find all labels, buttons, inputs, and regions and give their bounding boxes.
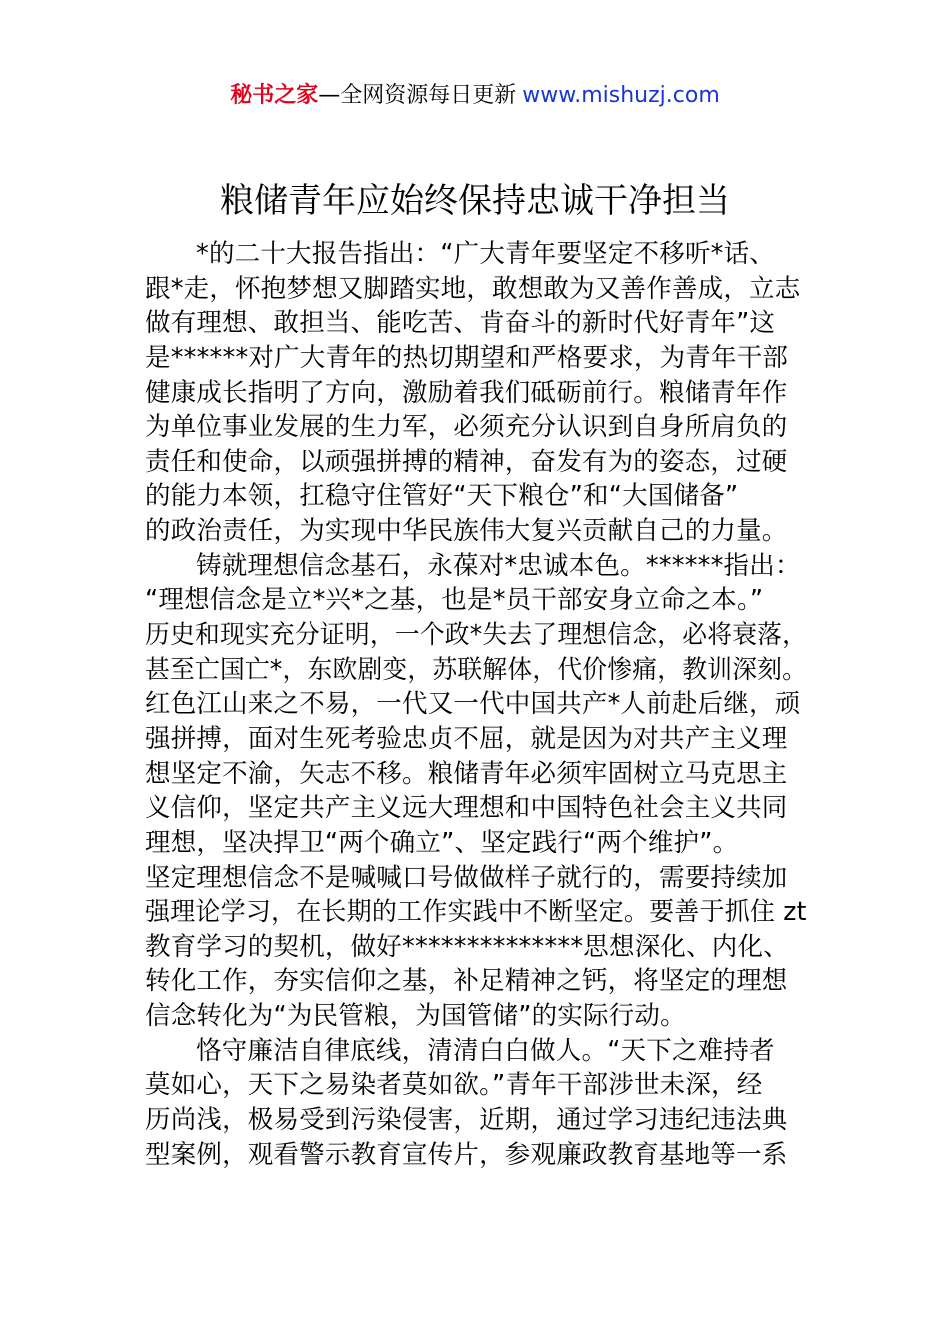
site-header <box>0 80 950 112</box>
body-line: 红色江山来之不易，一代又一代中国共产*人前赴后继，顽 <box>145 689 801 720</box>
body-line: 历史和现实充分证明，一个政*失去了理想信念，必将衰落， <box>145 620 808 651</box>
body-line: 是******对广大青年的热切期望和严格要求，为青年干部 <box>145 342 789 373</box>
body-line: 的政治责任，为实现中华民族伟大复兴贡献自己的力量。 <box>145 516 788 547</box>
body-line: 为单位事业发展的生力军，必须充分认识到自身所肩负的 <box>145 412 788 443</box>
body-line: 跟*走，怀抱梦想又脚踏实地，敢想敢为又善作善成，立志 <box>145 273 801 304</box>
body-line: “理想信念是立*兴*之基，也是*员干部安身立命之本。” <box>145 585 764 616</box>
body-line: 信念转化为“为民管粮，为国管储”的实际行动。 <box>145 1001 686 1032</box>
body-line: 强拼搏，面对生死考验忠贞不屈，就是因为对共产主义理 <box>145 723 788 754</box>
body-line: 理想，坚决捍卫“两个确立”、坚定践行“两个维护”。 <box>145 827 739 858</box>
body-line: 健康成长指明了方向，激励着我们砥砺前行。粮储青年作 <box>145 377 788 408</box>
body-line: 责任和使命，以顽强拼搏的精神，奋发有为的姿态，过硬 <box>145 446 788 477</box>
document-body <box>145 237 807 1172</box>
body-line: *的二十大报告指出：“广大青年要坚定不移听*话、 <box>196 239 776 269</box>
document-title: 粮储青年应始终保持忠诚干净担当 <box>220 181 730 221</box>
body-line: 的能力本领，扛稳守住管好“天下粮仓”和“大国储备” <box>145 481 739 512</box>
site-url-link[interactable]: www.mishuzj.com <box>522 83 720 108</box>
body-line: 铸就理想信念基石，永葆对*忠诚本色。******指出： <box>196 550 801 581</box>
header-tagline: —全网资源每日更新 <box>318 83 517 108</box>
body-line: 莫如心，天下之易染者莫如欲。”青年干部涉世未深，经 <box>145 1070 763 1101</box>
body-line: 转化工作，夯实信仰之基，补足精神之钙，将坚定的理想 <box>145 966 788 997</box>
body-line: 做有理想、敢担当、能吃苦、肯奋斗的新时代好青年”这 <box>145 308 776 339</box>
body-line: 历尚浅，极易受到污染侵害，近期，通过学习违纪违法典 <box>145 1105 788 1136</box>
body-line: 恪守廉洁自律底线，清清白白做人。“天下之难持者 <box>196 1035 775 1066</box>
body-line: 教育学习的契机，做好**************思想深化、内化、 <box>145 931 789 962</box>
body-line: 坚定理想信念不是喊喊口号做做样子就行的，需要持续加 <box>145 862 788 893</box>
body-line: 想坚定不渝，矢志不移。粮储青年必须牢固树立马克思主 <box>145 758 788 789</box>
body-line: 甚至亡国亡*，东欧剧变，苏联解体，代价惨痛，教训深刻。 <box>145 654 808 685</box>
brand-name: 秘书之家 <box>230 83 319 108</box>
body-line: 型案例，观看警示教育宣传片，参观廉政教育基地等一系 <box>145 1139 788 1170</box>
body-line: 义信仰，坚定共产主义远大理想和中国特色社会主义共同 <box>145 793 788 824</box>
body-line: 强理论学习，在长期的工作实践中不断坚定。要善于抓住 zt <box>145 897 807 928</box>
